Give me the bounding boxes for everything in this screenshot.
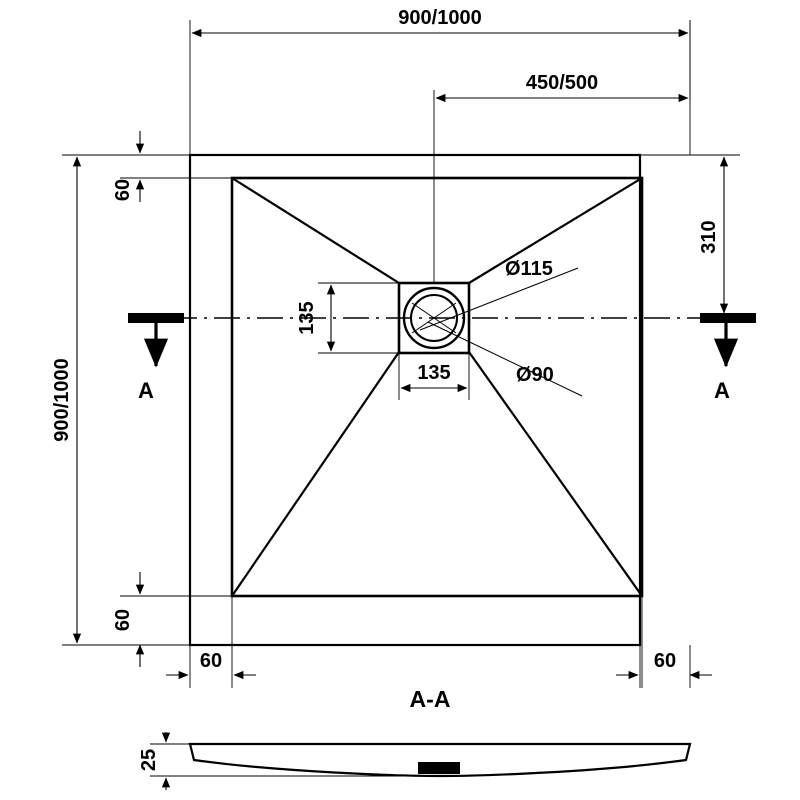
dimension-top-inset-label: 60 xyxy=(112,178,134,202)
tray-inner-basin xyxy=(232,178,642,596)
slope-lines xyxy=(232,178,642,596)
dimension-bottom-inset-label: 60 xyxy=(112,608,134,632)
dimension-bottom-right-edge-label: 60 xyxy=(653,650,677,672)
dimension-drain-vertical-label: 135 xyxy=(296,301,318,335)
section-line-a-a xyxy=(128,313,760,403)
drawing-title: A-A xyxy=(409,686,451,712)
dimension-top-half xyxy=(436,20,690,100)
leader-outer-diameter xyxy=(420,258,578,330)
section-label-left: A xyxy=(138,378,154,403)
dimension-top-overall-label: 900/1000 xyxy=(398,7,482,29)
dimension-right-partial-label: 310 xyxy=(698,220,720,254)
dimension-bottom-right-edge xyxy=(616,596,712,688)
leader-inner-diameter xyxy=(428,322,582,396)
dimension-top-overall xyxy=(190,7,690,155)
dimension-left-overall-label: 900/1000 xyxy=(51,358,73,442)
dimension-inner-diameter-label: Ø90 xyxy=(516,364,554,386)
section-mark-left-bar xyxy=(128,313,184,323)
dimension-drain-horizontal xyxy=(399,353,469,400)
dimension-drain-horizontal-label: 135 xyxy=(417,362,451,384)
dimension-bottom-left-edge-label: 60 xyxy=(199,650,223,672)
section-view-group xyxy=(138,732,690,790)
section-drain xyxy=(418,762,460,774)
section-label-right: A xyxy=(714,378,730,403)
section-mark-right-bar xyxy=(700,313,756,323)
plan-view-group xyxy=(190,155,642,645)
tray-outline xyxy=(190,155,640,645)
dimension-thickness-label: 25 xyxy=(138,748,160,772)
dimension-bottom-left-edge xyxy=(166,596,256,688)
dimension-right-partial xyxy=(640,155,740,313)
dimension-top-inset xyxy=(112,131,232,202)
dimension-top-half-label: 450/500 xyxy=(525,72,599,94)
dimension-outer-diameter-label: Ø115 xyxy=(505,258,553,280)
dimension-left-overall xyxy=(51,155,190,645)
